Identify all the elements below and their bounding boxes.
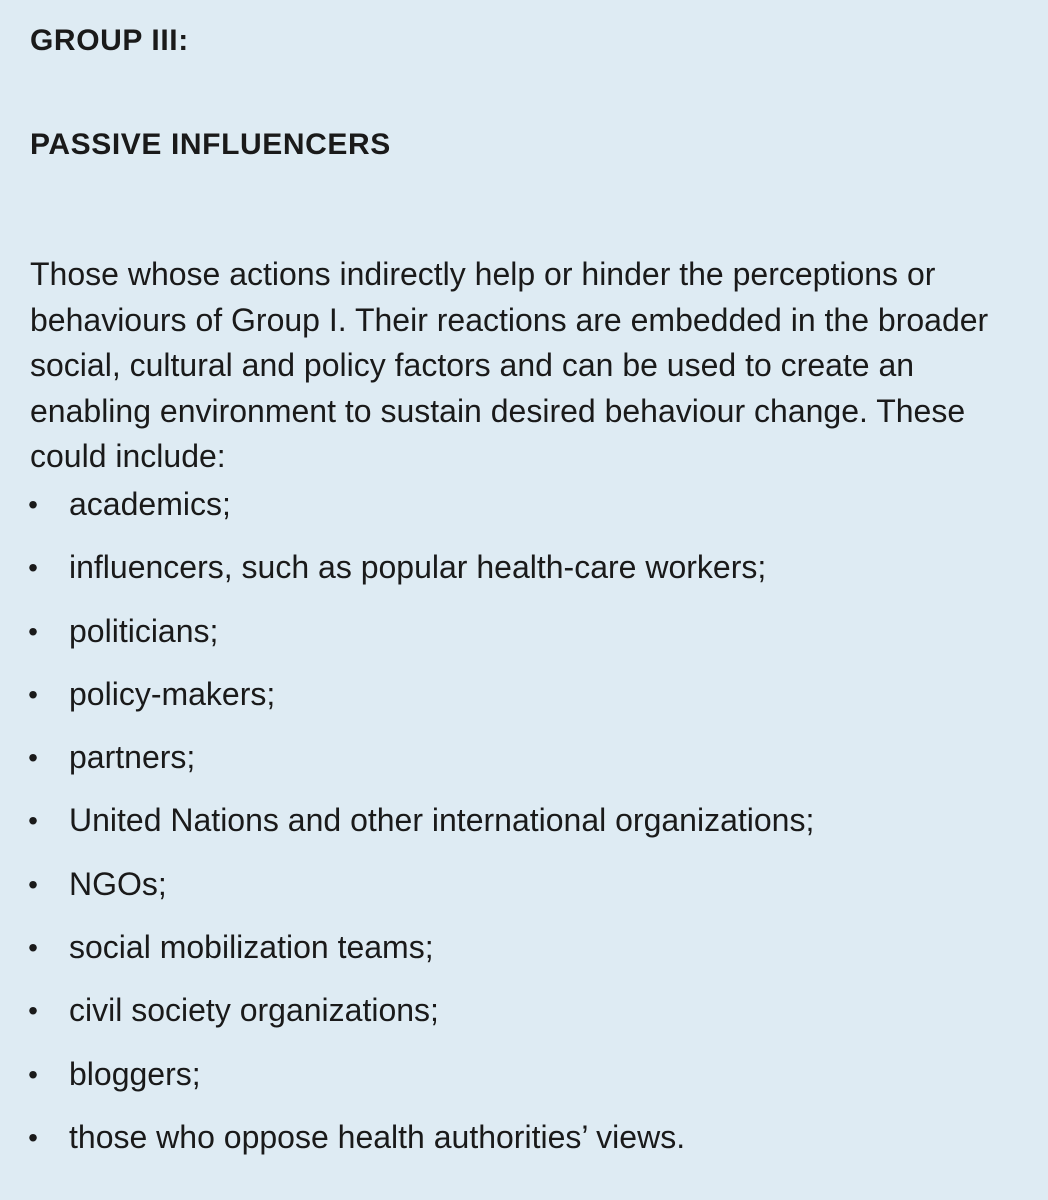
bullet-icon: • xyxy=(28,805,38,837)
list-item-text: partners; xyxy=(69,739,196,776)
list-item-text: those who oppose health authorities’ views. xyxy=(69,1118,686,1155)
bullet-icon: • xyxy=(28,615,38,647)
list-item xyxy=(0,735,1048,798)
list-item xyxy=(0,545,1048,608)
list-item xyxy=(0,1052,1048,1115)
bullet-icon: • xyxy=(28,1121,38,1153)
list-item-text: NGOs; xyxy=(69,865,167,902)
list-item-text: academics; xyxy=(69,486,231,522)
bullet-icon: • xyxy=(28,1058,38,1090)
list-item-text: social mobilization teams; xyxy=(69,929,434,966)
group-label: GROUP III: xyxy=(30,24,189,57)
list-item-text: bloggers; xyxy=(69,1055,201,1092)
section-title: PASSIVE INFLUENCERS xyxy=(30,128,391,161)
bullet-icon: • xyxy=(28,868,38,900)
list-item xyxy=(0,798,1048,861)
bullet-icon: • xyxy=(28,489,38,520)
bullet-icon: • xyxy=(28,742,38,774)
list-item-text: civil society organizations; xyxy=(69,992,439,1029)
list-item-text: influencers, such as popular health-care workers; xyxy=(69,549,767,586)
bullet-icon: • xyxy=(28,552,38,584)
list-item xyxy=(0,925,1048,988)
influencer-list xyxy=(0,482,1048,1178)
list-item xyxy=(0,672,1048,735)
list-item-text: United Nations and other international organizations; xyxy=(69,802,815,839)
list-item xyxy=(0,862,1048,925)
bullet-icon: • xyxy=(28,995,38,1027)
list-item xyxy=(0,1115,1048,1178)
bullet-icon: • xyxy=(28,678,38,710)
list-item-text: politicians; xyxy=(69,612,219,649)
list-item xyxy=(0,609,1048,672)
intro-paragraph: Those whose actions indirectly help or hinder the perceptions or behaviours of Group I. Their reactions are embedded in the broader social, cultural and policy factors and can be used to create an enabling environment to sustain desired behaviour change. These could include: xyxy=(30,256,989,474)
list-item xyxy=(0,482,1048,545)
list-item-text: policy-makers; xyxy=(69,675,276,712)
list-item xyxy=(0,988,1048,1051)
bullet-icon: • xyxy=(28,932,38,964)
